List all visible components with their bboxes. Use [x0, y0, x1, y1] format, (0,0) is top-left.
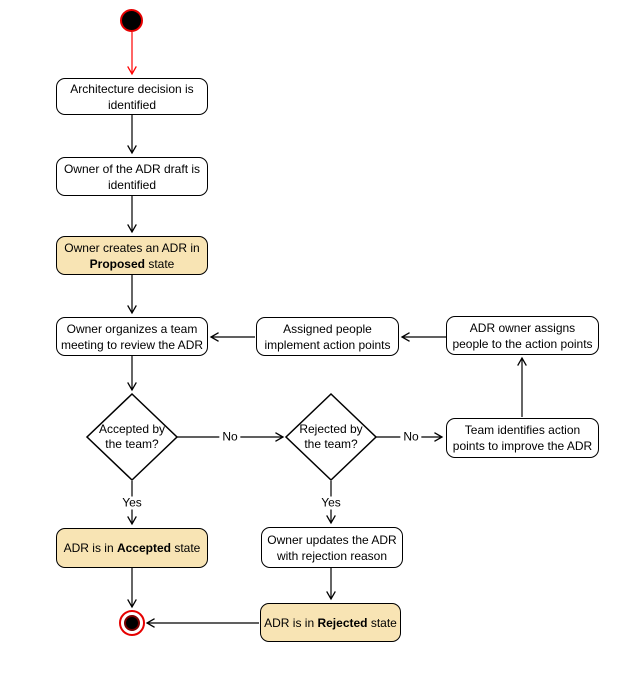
node-label: Owner organizes a team meeting to review the ADR: [60, 321, 204, 352]
node-label: Team identifies action points to improve the ADR: [452, 423, 593, 453]
state-adr-accepted: [56, 528, 208, 568]
edge-label-rejected-no: No: [400, 431, 421, 444]
decision-accepted-label: Accepted by the team?: [98, 422, 166, 451]
edge-label-accepted-no: No: [219, 431, 240, 444]
state-create-adr-proposed: [56, 236, 208, 275]
action-identify-points: [446, 418, 599, 458]
state-adr-rejected: [260, 603, 401, 642]
node-label: Owner of the ADR draft is identified: [63, 161, 201, 192]
edge-label-accepted-yes: Yes: [119, 497, 145, 510]
node-label: ADR is in Rejected state: [264, 615, 397, 630]
action-implement-points: [256, 317, 399, 356]
node-label: Architecture decision is identified: [70, 81, 194, 112]
action-identify-owner: [56, 157, 208, 196]
end-node: [119, 610, 145, 636]
action-assign-people: [446, 316, 599, 355]
action-identify-decision: [56, 78, 208, 115]
start-node: [120, 9, 143, 32]
end-node-core: [124, 615, 140, 631]
action-organize-meeting: [56, 317, 208, 356]
node-label: ADR owner assigns people to the action points: [452, 320, 593, 351]
node-label: Owner creates an ADR in Proposed state: [64, 240, 200, 271]
edge-label-rejected-yes: Yes: [318, 497, 344, 510]
action-update-adr: [261, 527, 403, 568]
decision-rejected-label: Rejected by the team?: [299, 422, 363, 451]
node-label: ADR is in Accepted state: [63, 541, 201, 555]
node-label: Assigned people implement action points: [264, 321, 391, 352]
node-label: Owner updates the ADR with rejection reason: [267, 532, 397, 563]
